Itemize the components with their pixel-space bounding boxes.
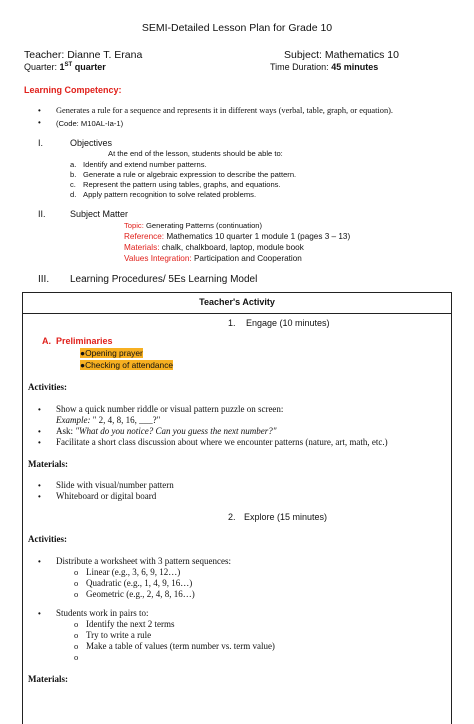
explore-task-1: Identify the next 2 terms (86, 619, 175, 629)
procedures-number: III. (38, 274, 50, 285)
explore-task-2: Try to write a rule (86, 630, 152, 640)
circle-bullet-icon: o (74, 567, 79, 577)
objective-b-letter: b. (70, 170, 77, 179)
values-value: Participation and Cooperation (193, 254, 302, 263)
circle-bullet-icon: o (74, 619, 79, 629)
bullet-icon: • (38, 492, 41, 501)
checking-attendance-label: Checking of attendance (85, 360, 174, 370)
engage-example-label: Example: (56, 415, 91, 425)
values-line (124, 254, 302, 263)
preliminaries-title: Preliminaries (56, 336, 113, 346)
circle-bullet-icon: o (74, 630, 79, 640)
competency-item-1: Generates a rule for a sequence and represents it in different ways (verbal, table, graph, or equation). (56, 106, 394, 115)
topic-value: Generating Patterns (continuation) (145, 221, 263, 230)
explore-activity-2: Students work in pairs to: (56, 608, 149, 618)
engage-activity-1: Show a quick number riddle or visual pattern puzzle on screen: (56, 404, 284, 414)
circle-bullet-icon: o (74, 652, 79, 662)
explore-sequence-1: Linear (e.g., 3, 6, 9, 12…) (86, 567, 181, 577)
time-value: 45 minutes (331, 62, 379, 72)
procedures-heading: Learning Procedures/ 5Es Learning Model (70, 274, 258, 285)
topic-line (124, 221, 262, 230)
values-label: Values Integration: (124, 254, 192, 263)
bullet-icon: • (38, 481, 41, 490)
opening-prayer (80, 348, 143, 358)
reference-line (124, 232, 350, 241)
objective-a-text: Identify and extend number patterns. (83, 160, 207, 169)
objectives-heading: Objectives (70, 138, 113, 148)
competency-heading: Learning Competency: (24, 85, 122, 95)
explore-title: Explore (15 minutes) (244, 512, 328, 522)
bullet-icon: • (38, 106, 41, 115)
bullet-icon: ● (80, 348, 86, 358)
engage-ask-label: Ask: (56, 426, 74, 436)
competency-item-2: (Code: M10AL-Ia-1) (56, 119, 124, 128)
subject-line (284, 49, 399, 61)
engage-activities-label: Activities: (28, 382, 67, 392)
topic-label: Topic: (124, 221, 144, 230)
bullet-icon: • (38, 405, 41, 414)
quarter-word: quarter (74, 62, 106, 72)
materials-line (124, 243, 304, 252)
subject-matter-number: II. (38, 209, 46, 219)
teacher-line (24, 49, 142, 61)
bullet-icon: • (38, 427, 41, 436)
checking-attendance (80, 360, 173, 370)
reference-label: Reference: (124, 232, 165, 241)
materials-label: Materials: (124, 243, 160, 252)
engage-title: Engage (10 minutes) (246, 318, 330, 328)
engage-material-2: Whiteboard or digital board (56, 491, 157, 501)
time-line (270, 62, 378, 72)
engage-activity-2 (56, 426, 277, 436)
explore-activities-label: Activities: (28, 534, 67, 544)
quarter-number: 1 (59, 62, 65, 72)
materials-value: chalk, chalkboard, laptop, module book (161, 243, 304, 252)
engage-example-value: " 2, 4, 8, 16, ___?" (92, 415, 161, 425)
subject-label: Subject: (284, 49, 322, 61)
teacher-label: Teacher: (24, 49, 65, 61)
engage-material-1: Slide with visual/number pattern (56, 480, 174, 490)
opening-prayer-label: Opening prayer (85, 348, 143, 358)
engage-number: 1. (228, 318, 236, 328)
objective-b-text: Generate a rule or algebraic expression to describe the pattern. (83, 170, 297, 179)
explore-materials-label: Materials: (28, 674, 68, 684)
objectives-intro: At the end of the lesson, students should be able to: (108, 149, 283, 158)
table-header-divider (22, 313, 452, 314)
quarter-label: Quarter: (24, 62, 58, 72)
circle-bullet-icon: o (74, 578, 79, 588)
subject-matter-heading: Subject Matter (70, 209, 129, 219)
engage-example (56, 415, 160, 425)
explore-number: 2. (228, 512, 236, 522)
explore-sequence-3: Geometric (e.g., 2, 4, 8, 16…) (86, 589, 195, 599)
quarter-line (24, 62, 106, 72)
time-label: Time Duration: (270, 62, 329, 72)
table-header: Teacher's Activity (199, 297, 275, 307)
circle-bullet-icon: o (74, 589, 79, 599)
bullet-icon: • (38, 609, 41, 618)
reference-value: Mathematics 10 quarter 1 module 1 (pages 3 – 13) (166, 232, 351, 241)
preliminaries-letter: A. (42, 336, 51, 346)
engage-ask-value: "What do you notice? Can you guess the next number?" (75, 426, 277, 436)
objective-d-text: Apply pattern recognition to solve related problems. (83, 190, 257, 199)
objectives-number: I. (38, 138, 44, 148)
bullet-icon: • (38, 557, 41, 566)
bullet-icon: • (38, 118, 41, 127)
engage-activity-3: Facilitate a short class discussion about where we encounter patterns (nature, art, math, etc.) (56, 437, 388, 447)
teacher-name: Dianne T. Erana (67, 49, 143, 61)
explore-task-3: Make a table of values (term number vs. term value) (86, 641, 275, 651)
objective-a-letter: a. (70, 160, 77, 169)
circle-bullet-icon: o (74, 641, 79, 651)
explore-sequence-2: Quadratic (e.g., 1, 4, 9, 16…) (86, 578, 193, 588)
bullet-icon: ● (80, 360, 86, 370)
explore-activity-1: Distribute a worksheet with 3 pattern sequences: (56, 556, 231, 566)
document-title: SEMI-Detailed Lesson Plan for Grade 10 (141, 22, 333, 34)
bullet-icon: • (38, 438, 41, 447)
objective-c-letter: c. (70, 180, 76, 189)
subject-value: Mathematics 10 (324, 49, 399, 61)
quarter-superscript: ST (64, 62, 73, 68)
engage-materials-label: Materials: (28, 459, 68, 469)
objective-c-text: Represent the pattern using tables, graphs, and equations. (83, 180, 281, 189)
objective-d-letter: d. (70, 190, 77, 199)
